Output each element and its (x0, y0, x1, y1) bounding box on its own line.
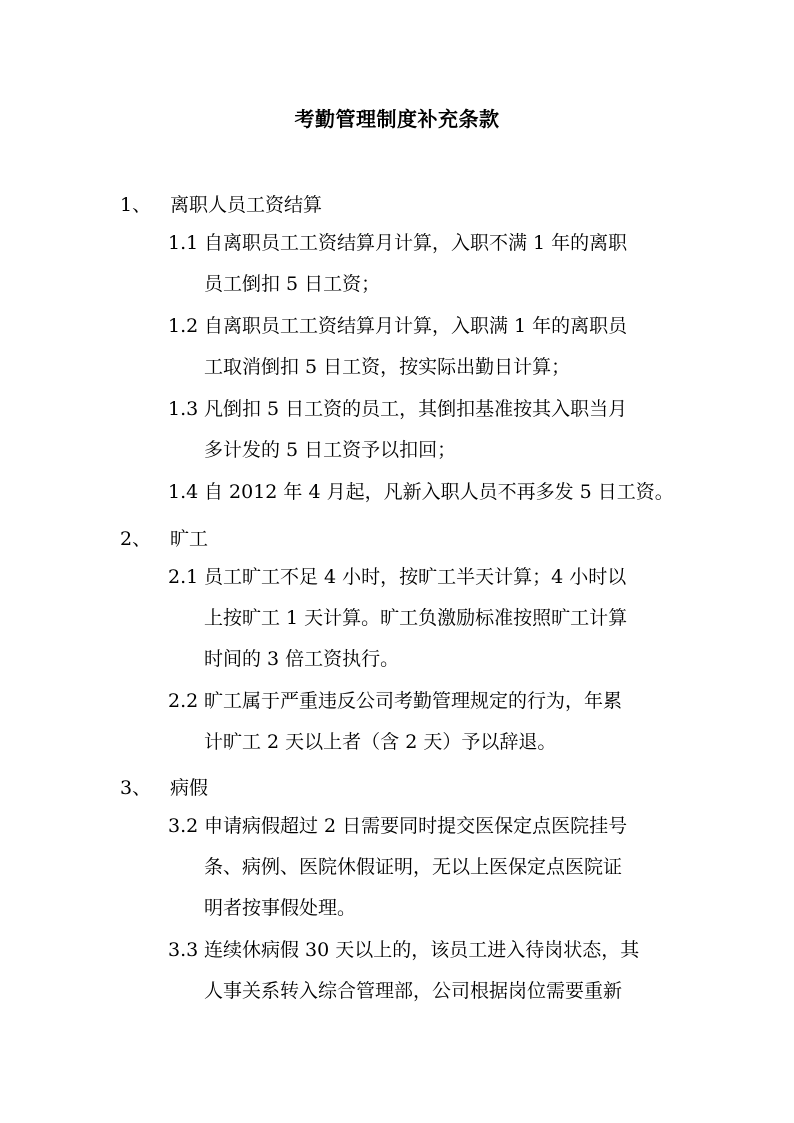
section-number: 3、 (120, 777, 152, 799)
clause-text-line: 自离职员工工资结算月计算，入职不满 1 年的离职 (204, 232, 628, 254)
clause-1-2 (168, 306, 688, 388)
clause-text-line: 时间的 3 倍工资执行。 (204, 648, 400, 670)
clause-text-line: 人事关系转入综合管理部，公司根据岗位需要重新 (204, 980, 623, 1002)
clause-text-line: 员工倒扣 5 日工资； (204, 273, 381, 295)
clause-text-line: 自离职员工工资结算月计算，入职满 1 年的离职员 (204, 315, 628, 337)
clause-text-line: 工取消倒扣 5 日工资，按实际出勤日计算； (204, 356, 571, 378)
clause-1-4 (168, 472, 688, 513)
clause-text-line: 员工旷工不足 4 小时，按旷工半天计算；4 小时以 (204, 566, 627, 588)
clause-text-line: 多计发的 5 日工资予以扣回； (204, 439, 457, 461)
clause-text-line: 凡倒扣 5 日工资的员工，其倒扣基准按其入职当月 (204, 398, 628, 420)
clause-text-line: 申请病假超过 2 日需要同时提交医保定点医院挂号 (204, 815, 628, 837)
clause-text-line: 上按旷工 1 天计算。旷工负激励标准按照旷工计算 (204, 607, 628, 629)
section-3-heading (120, 773, 208, 800)
clause-text-line: 计旷工 2 天以上者（含 2 天）予以辞退。 (204, 731, 557, 753)
clause-number: 1.1 (168, 232, 199, 254)
clause-number: 2.1 (168, 566, 199, 588)
clause-number: 1.4 (168, 481, 199, 503)
section-number: 2、 (120, 528, 152, 550)
clause-text-line: 旷工属于严重违反公司考勤管理规定的行为，年累 (204, 690, 623, 712)
clause-3-3 (168, 930, 688, 1012)
clause-3-2 (168, 806, 688, 929)
document-title: 考勤管理制度补充条款 (294, 107, 500, 131)
clause-2-1 (168, 557, 688, 680)
clause-number: 1.3 (168, 398, 199, 420)
clause-number: 1.2 (168, 315, 199, 337)
clause-2-2 (168, 681, 688, 763)
clause-1-1 (168, 223, 688, 305)
clause-text-line: 自 2012 年 4 月起，凡新入职人员不再多发 5 日工资。 (204, 481, 674, 503)
section-1-heading (120, 190, 322, 217)
clause-number: 3.2 (168, 815, 199, 837)
clause-text-line: 连续休病假 30 天以上的，该员工进入待岗状态，其 (204, 939, 640, 961)
section-number: 1、 (120, 194, 152, 216)
clause-text-line: 明者按事假处理。 (204, 897, 357, 919)
clause-number: 3.3 (168, 939, 199, 961)
clause-1-3 (168, 389, 688, 471)
clause-text-line: 条、病例、医院休假证明，无以上医保定点医院证 (204, 856, 623, 878)
section-2-heading (120, 524, 208, 551)
section-title: 离职人员工资结算 (170, 194, 323, 216)
clause-number: 2.2 (168, 690, 199, 712)
section-title: 旷工 (170, 528, 209, 550)
section-title: 病假 (170, 777, 209, 799)
